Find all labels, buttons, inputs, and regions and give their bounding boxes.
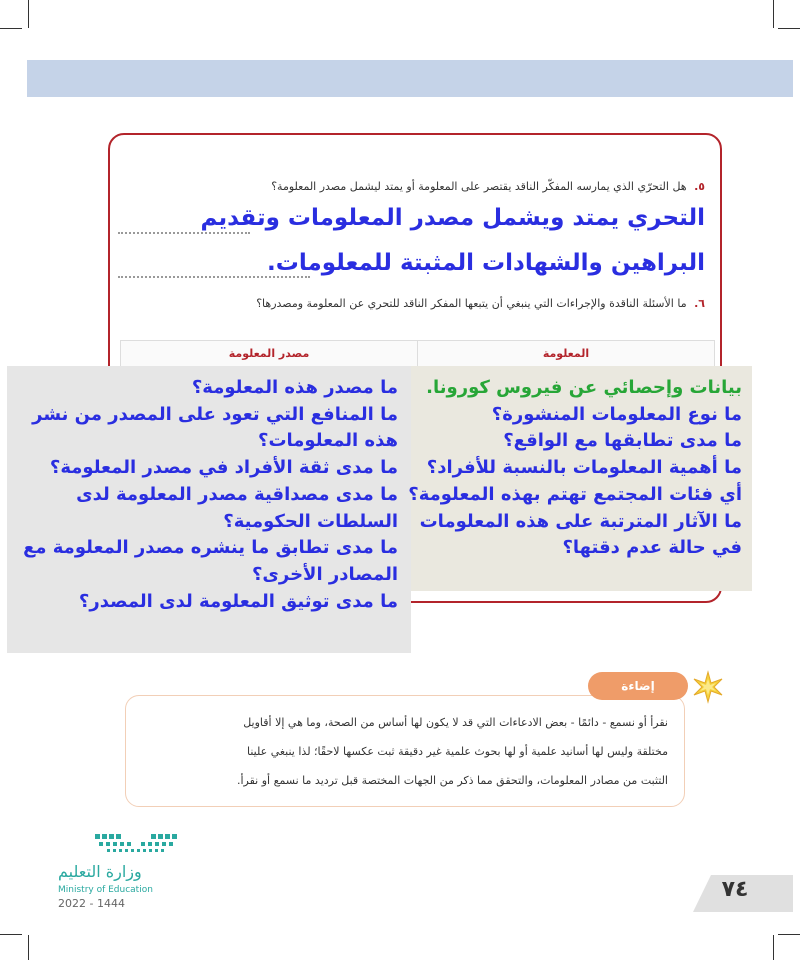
answer-dotted-line	[118, 232, 250, 234]
question-number: ٥.	[694, 180, 705, 193]
column-header-source: مصدر المعلومة	[121, 341, 418, 367]
list-item: المصادر الأخرى؟	[251, 563, 398, 585]
highlight-line: مختلقة وليس لها أسانيد علمية أو لها بحوث علمية غير دقيقة ثبت عكسها لاحقًا؛ لذا ينبغي علينا	[247, 745, 668, 758]
edition-year: 2022 - 1444	[58, 897, 125, 910]
crop-mark	[773, 935, 774, 960]
list-item: ما الآثار المترتبة على هذه المعلومات	[419, 510, 742, 532]
question-text: ما الأسئلة الناقدة والإجراءات التي ينبغي أن يتبعها المفكر الناقد للتحري عن المعلومة ومصدرها؟	[256, 297, 687, 310]
header-band	[27, 60, 793, 97]
list-item: ما نوع المعلومات المنشورة؟	[491, 403, 742, 425]
ministry-name-english: Ministry of Education	[58, 885, 153, 895]
handwritten-answer-line-2: البراهين والشهادات المثبتة للمعلومات.	[266, 250, 705, 276]
handwritten-answer-line-1: التحري يمتد ويشمل مصدر المعلومات وتقديم	[200, 205, 705, 231]
list-item: ما مدى ثقة الأفراد في مصدر المعلومة؟	[49, 457, 398, 479]
column-header-info: المعلومة	[542, 347, 590, 360]
source-answers-list	[23, 375, 398, 615]
list-item: ما مدى تطابقها مع الواقع؟	[503, 430, 742, 452]
list-item: في حالة عدم دقتها؟	[562, 537, 742, 559]
highlight-line: التثبت من مصادر المعلومات، والتحقق مما ذكر من الجهات المختصة قبل ترديد ما نسمع أو نقرأ.	[236, 774, 668, 787]
list-item: ما مدى مصداقية مصدر المعلومة لدى	[76, 483, 398, 505]
crop-mark	[778, 28, 800, 29]
info-answers-list	[408, 375, 742, 562]
list-item: أي فئات المجتمع تهتم بهذه المعلومة؟	[408, 483, 742, 505]
list-item: هذه المعلومات؟	[258, 430, 398, 452]
table-header	[120, 340, 715, 368]
crop-mark	[778, 934, 800, 935]
list-item: بيانات وإحصائي عن فيروس كورونا.	[426, 377, 742, 398]
crop-mark	[773, 0, 774, 28]
highlight-line: نقرأ أو نسمع - دائمًا - بعض الادعاءات التي قد لا يكون لها أساس من الصحة، وما هي إلا أقاويل	[243, 716, 668, 729]
list-item: ما مدى تطابق ما ينشره مصدر المعلومة مع	[23, 537, 398, 559]
list-item: ما مدى توثيق المعلومة لدى المصدر؟	[78, 590, 398, 612]
question-text: هل التحرّي الذي يمارسه المفكّر الناقد يقتصر على المعلومة أو يمتد ليشمل مصدر المعلومة؟	[271, 180, 687, 193]
crop-mark	[0, 28, 22, 29]
crop-mark	[0, 934, 22, 935]
highlight-label: إضاءة	[588, 672, 688, 700]
list-item: السلطات الحكومية؟	[223, 510, 398, 532]
ministry-name-arabic: وزارة التعليم	[58, 862, 142, 881]
list-item: ما أهمية المعلومات بالنسبة للأفراد؟	[426, 457, 742, 479]
spark-icon	[691, 670, 725, 704]
question-number: ٦.	[694, 297, 705, 310]
page-number: ٧٤	[721, 877, 749, 902]
highlight-text	[128, 708, 668, 795]
answer-dotted-line	[118, 276, 310, 278]
question-5	[271, 180, 705, 193]
question-6	[256, 297, 705, 310]
crop-mark	[28, 935, 29, 960]
list-item: ما المنافع التي تعود على المصدر من نشر	[32, 403, 398, 425]
list-item: ما مصدر هذه المعلومة؟	[191, 377, 398, 398]
ministry-logo-icon	[55, 830, 195, 860]
crop-mark	[28, 0, 29, 28]
